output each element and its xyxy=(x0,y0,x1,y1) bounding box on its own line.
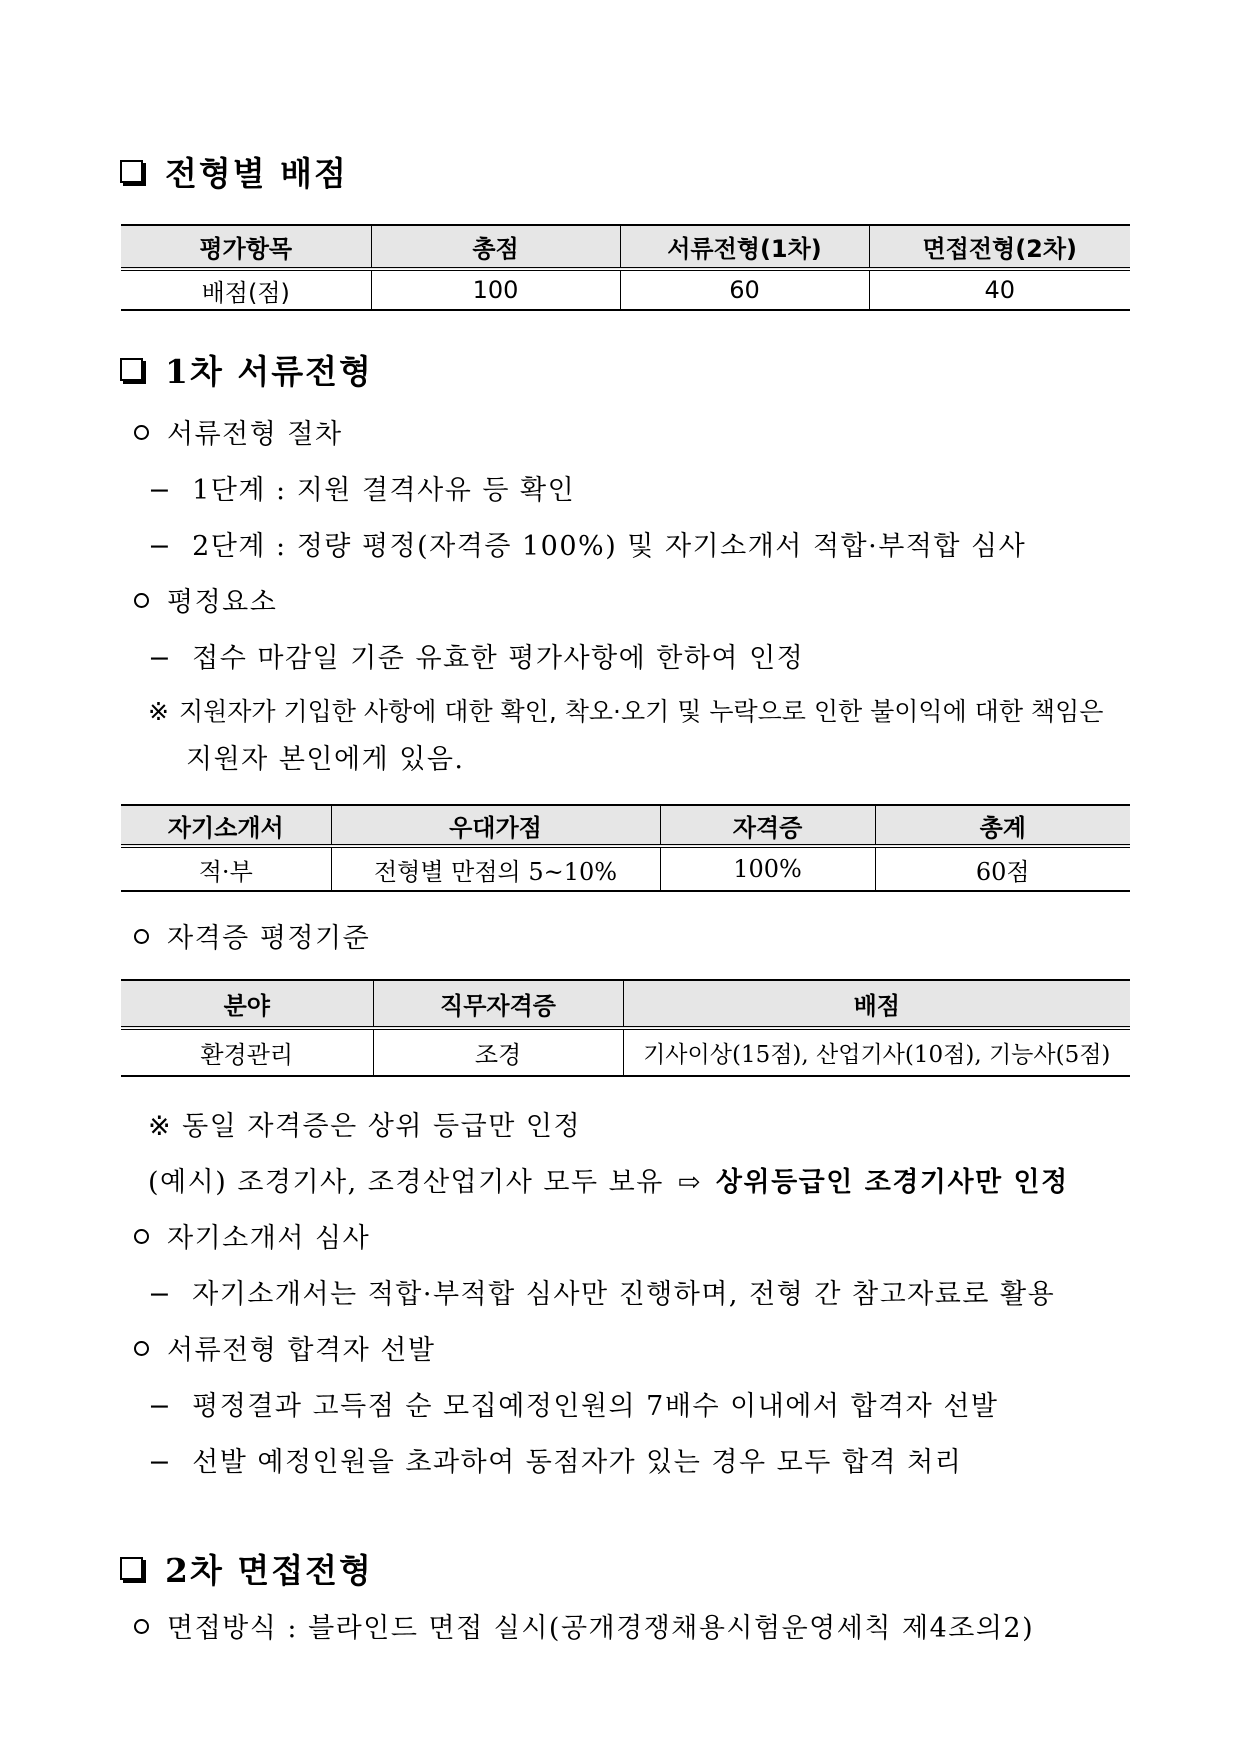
section-heading-scoring xyxy=(120,148,348,195)
bullet-line: 서류전형 절차 xyxy=(134,412,343,451)
table-header-cell: 면접전형(2차) xyxy=(869,225,1130,269)
table-cell: 환경관리 xyxy=(200,1041,294,1069)
section-heading-document xyxy=(120,346,373,393)
table-row xyxy=(121,1028,1130,1076)
table-cell: 60점 xyxy=(875,846,1130,891)
dash-bullet: − xyxy=(148,1391,173,1422)
table-row xyxy=(121,846,1130,891)
circle-bullet-icon xyxy=(134,1341,149,1356)
checkbox-square-icon xyxy=(120,358,143,381)
table-cell: 100% xyxy=(660,846,875,891)
checkbox-square-icon xyxy=(120,160,143,183)
evaluation-table xyxy=(121,804,1130,892)
table-cell: 적·부 xyxy=(198,857,253,886)
circle-bullet-icon xyxy=(134,593,149,608)
checkbox-square-icon xyxy=(120,1557,143,1580)
dash-line: − 평정결과 고득점 순 모집예정인원의 7배수 이내에서 합격자 선발 xyxy=(148,1391,999,1422)
note-line: ※ 지원자가 기입한 사항에 대한 확인, 착오·오기 및 누락으로 인한 불이익에 대한 책임은 xyxy=(148,697,1104,726)
circle-bullet-icon xyxy=(134,1229,149,1244)
example-result: 상위등급인 조경기사만 인정 xyxy=(715,1167,1069,1198)
dash-bullet: − xyxy=(148,643,173,674)
dash-line: − 자기소개서는 적합·부적합 심사만 진행하며, 전형 간 참고자료로 활용 xyxy=(148,1279,1056,1310)
dash-line: − 접수 마감일 기준 유효한 평가사항에 한하여 인정 xyxy=(148,643,805,674)
table-header-cell: 총점 xyxy=(371,225,620,269)
table-cell: 40 xyxy=(869,269,1130,310)
note-mark: ※ xyxy=(148,697,169,726)
section-title: 전형별 배점 xyxy=(165,154,348,193)
section-title: 1차 서류전형 xyxy=(165,352,373,391)
bullet-line: 면접방식 : 블라인드 면접 실시(공개경쟁채용시험운영세칙 제4조의2) xyxy=(134,1606,1034,1645)
table-header-cell: 총계 xyxy=(875,805,1130,846)
dash-bullet: − xyxy=(148,1279,173,1310)
bullet-line: 평정요소 xyxy=(134,580,277,619)
note-line: ※ 동일 자격증은 상위 등급만 인정 xyxy=(148,1111,582,1142)
table-cell: 전형별 만점의 5~10% xyxy=(331,846,660,891)
table-header-cell: 직무자격증 xyxy=(373,980,623,1028)
table-header-cell: 평가항목 xyxy=(121,225,371,269)
cert-table xyxy=(121,979,1130,1077)
dash-bullet: − xyxy=(148,531,173,562)
table-header-cell: 서류전형(1차) xyxy=(620,225,869,269)
table-header-row xyxy=(121,805,1130,846)
table-header-row xyxy=(121,225,1130,269)
circle-bullet-icon xyxy=(134,1619,149,1634)
circle-bullet-icon xyxy=(134,425,149,440)
table-cell: 60 xyxy=(620,269,869,310)
bullet-line: 자격증 평정기준 xyxy=(134,916,370,955)
table-header-cell: 자격증 xyxy=(660,805,875,846)
note-mark: ※ xyxy=(148,1111,173,1142)
table-cell: 기사이상(15점), 산업기사(10점), 기능사(5점) xyxy=(623,1028,1130,1076)
table-header-cell: 분야 xyxy=(121,980,373,1028)
table-header-cell: 우대가점 xyxy=(331,805,660,846)
section-heading-interview xyxy=(120,1545,373,1592)
dash-bullet: − xyxy=(148,475,173,506)
dash-line: − 선발 예정인원을 초과하여 동점자가 있는 경우 모두 합격 처리 xyxy=(148,1447,963,1478)
bullet-line: 서류전형 합격자 선발 xyxy=(134,1328,435,1367)
dash-line: − 1단계 : 지원 결격사유 등 확인 xyxy=(148,475,576,506)
table-row xyxy=(121,269,1130,310)
scoring-table xyxy=(121,224,1130,311)
table-cell: 100 xyxy=(371,269,620,310)
dash-bullet: − xyxy=(148,1447,173,1478)
circle-bullet-icon xyxy=(134,929,149,944)
example-line: (예시) 조경기사, 조경산업기사 모두 보유 ⇨ 상위등급인 조경기사만 인정 xyxy=(148,1167,1069,1198)
table-header-cell: 배점 xyxy=(623,980,1130,1028)
table-cell: 배점(점) xyxy=(201,278,290,307)
note-line-continued: 지원자 본인에게 있음. xyxy=(186,744,465,775)
table-header-row xyxy=(121,980,1130,1028)
table-header-cell: 자기소개서 xyxy=(121,805,331,846)
table-cell: 조경 xyxy=(373,1028,623,1076)
section-title: 2차 면접전형 xyxy=(165,1551,373,1590)
dash-line: − 2단계 : 정량 평정(자격증 100%) 및 자기소개서 적합·부적합 심사 xyxy=(148,531,1027,562)
right-arrow-icon: ⇨ xyxy=(677,1167,702,1198)
bullet-line: 자기소개서 심사 xyxy=(134,1216,370,1255)
